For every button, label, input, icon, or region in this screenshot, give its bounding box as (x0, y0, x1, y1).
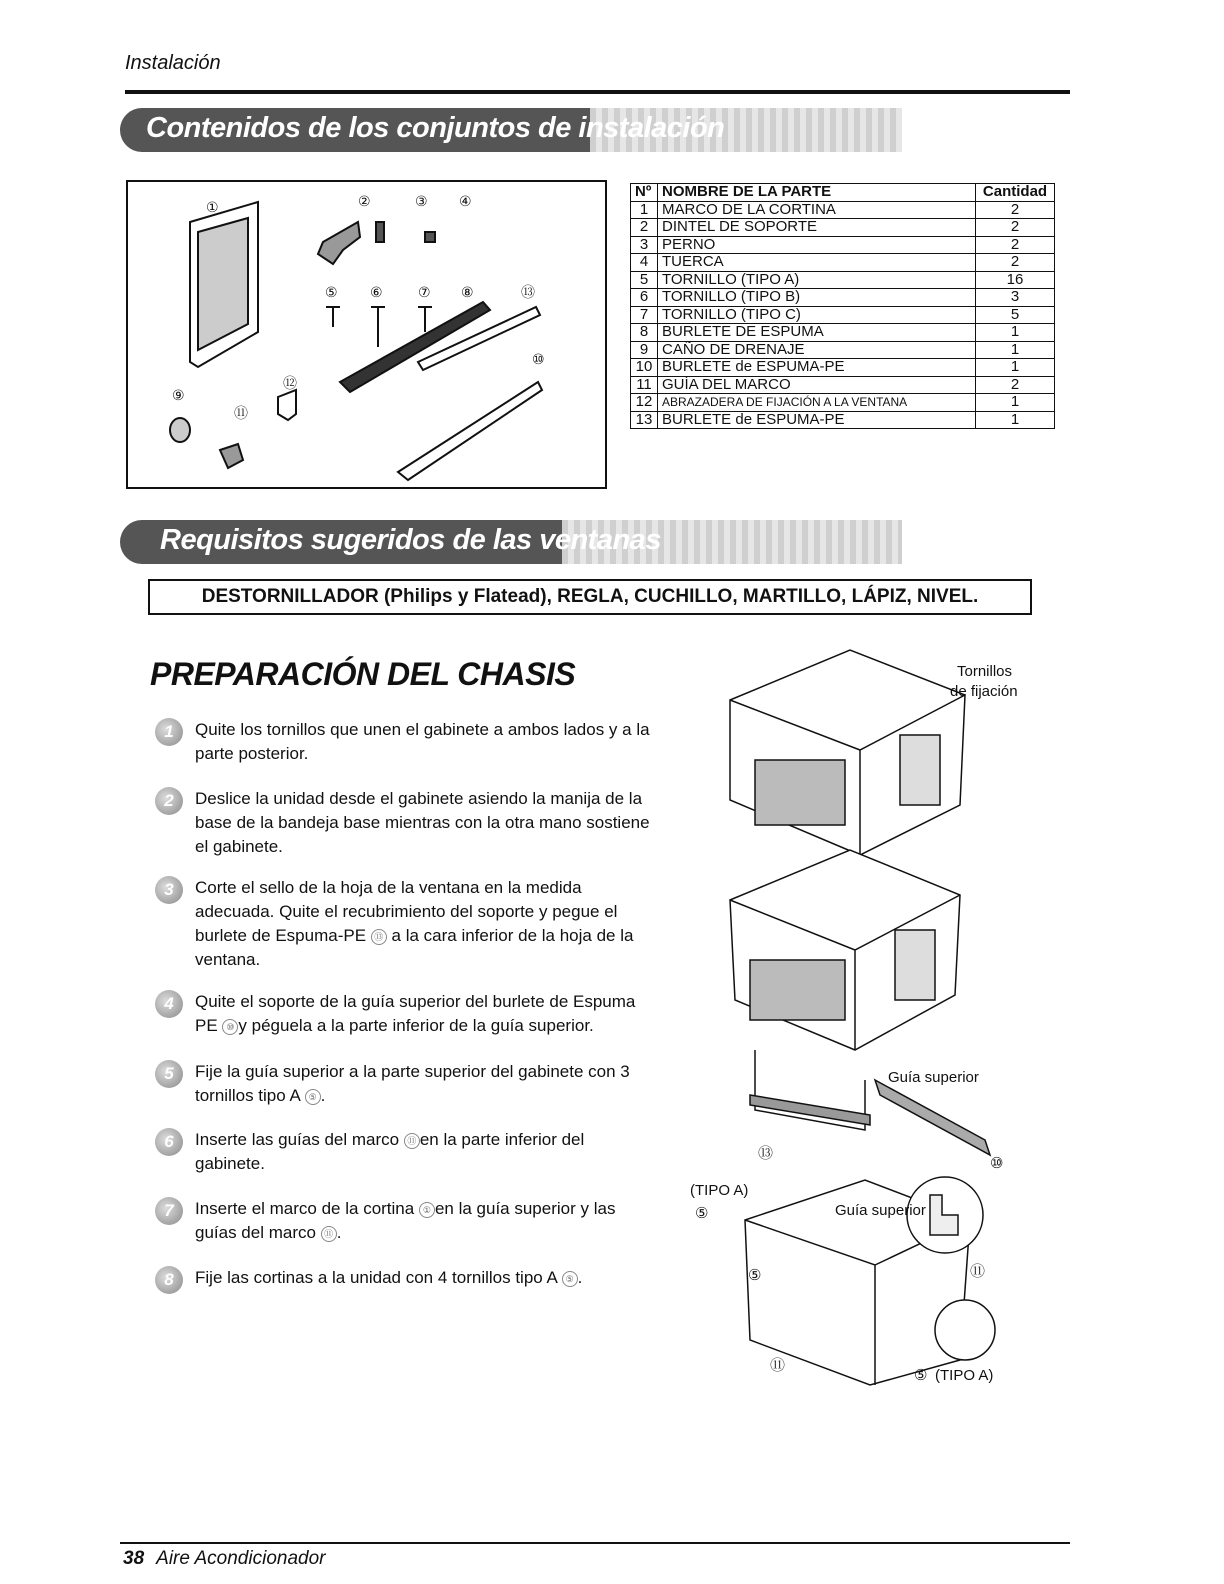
step-text: tornillos tipo A (195, 1086, 300, 1105)
part-ref-5: ⑤ (305, 1089, 321, 1105)
row-name: TORNILLO (TIPO B) (658, 289, 976, 307)
row-number: 2 (631, 219, 658, 237)
step-number: 5 (155, 1060, 183, 1088)
label-screws-1: Tornillos (957, 663, 1013, 680)
footer (123, 1548, 325, 1570)
step-number: 8 (155, 1266, 183, 1294)
row-name: DINTEL DE SOPORTE (658, 219, 976, 237)
step-text: Deslice la unidad desde el gabinete asiendo la manija de la (195, 789, 643, 808)
drain-cap-shape (170, 418, 190, 442)
row-name: BURLETE DE ESPUMA (658, 324, 976, 342)
row-name: PERNO (658, 236, 976, 254)
step-text: a la cara inferior de la hoja de la (391, 926, 634, 945)
row-qty: 2 (976, 376, 1055, 394)
row-name: GUÍA DEL MARCO (658, 376, 976, 394)
part-ref-5: ⑤ (562, 1271, 578, 1287)
step-number: 2 (155, 787, 183, 815)
step-text: el gabinete. (195, 837, 283, 856)
step-8 (155, 1266, 690, 1290)
table-row (631, 359, 1055, 377)
step-text: base de la bandeja base mientras con la otra mano sostiene (195, 813, 650, 832)
step-text: en la guía superior y las (434, 1199, 616, 1218)
row-qty: 2 (976, 236, 1055, 254)
label-c13: ⑬ (758, 1145, 774, 1162)
callout-11: ⑪ (234, 406, 248, 422)
row-number: 3 (631, 236, 658, 254)
step-5 (155, 1060, 690, 1108)
row-number: 13 (631, 411, 658, 429)
row-name: CAÑO DE DRENAJE (658, 341, 976, 359)
col-quantity: Cantidad (976, 184, 1055, 202)
label-screws-2: de fijación (950, 683, 1018, 700)
label-c5: ⑤ (695, 1205, 709, 1222)
table-row (631, 289, 1055, 307)
row-name: TORNILLO (TIPO C) (658, 306, 976, 324)
part-ref-10: ⑩ (222, 1019, 238, 1035)
parts-table-header (631, 184, 1055, 202)
callout-7: ⑦ (418, 285, 431, 301)
screw-b-shape (371, 307, 385, 347)
row-name: MARCO DE LA CORTINA (658, 201, 976, 219)
step-text: adecuada. Quite el recubrimiento del soporte y pegue el (195, 902, 618, 921)
lintel-shape (318, 222, 360, 264)
step-text: guías del marco (195, 1223, 316, 1242)
step-text: burlete de Espuma-PE (195, 926, 367, 945)
footer-rule (120, 1542, 1070, 1544)
row-number: 12 (631, 394, 658, 412)
table-row (631, 376, 1055, 394)
screw-a-shape (326, 307, 340, 327)
callout-9: ⑨ (172, 388, 185, 404)
parts-table (630, 183, 1055, 429)
row-name: BURLETE de ESPUMA-PE (658, 359, 976, 377)
step-number: 7 (155, 1197, 183, 1225)
step-2 (155, 787, 690, 859)
page-number: 38 (123, 1548, 145, 1569)
row-qty: 16 (976, 271, 1055, 289)
row-qty: 2 (976, 201, 1055, 219)
parts-illustration (126, 180, 607, 489)
callout-6: ⑥ (370, 285, 383, 301)
row-number: 6 (631, 289, 658, 307)
callout-1: ① (206, 200, 219, 216)
label-type-a: (TIPO A) (690, 1182, 749, 1199)
callout-3: ③ (415, 194, 428, 210)
bolt-shape (376, 222, 384, 242)
row-number: 5 (631, 271, 658, 289)
screw-c-shape (418, 307, 432, 332)
header-rule (125, 90, 1070, 94)
label-c5c: ⑤ (914, 1367, 928, 1384)
callout-10: ⑩ (532, 352, 545, 368)
table-row (631, 306, 1055, 324)
step-text: parte posterior. (195, 744, 309, 763)
callout-12: ⑫ (283, 376, 297, 392)
window-requirements-banner (120, 520, 902, 564)
row-qty: 5 (976, 306, 1055, 324)
step-text: Corte el sello de la hoja de la ventana en la medida (195, 878, 582, 897)
step-text: Fije las cortinas a la unidad con 4 tornillos tipo A (195, 1268, 557, 1287)
col-name: NOMBRE DE LA PARTE (658, 184, 976, 202)
window-requirements-heading: Requisitos sugeridos de las ventanas (160, 524, 661, 556)
step-7 (155, 1197, 690, 1245)
top-guide-shape (875, 1080, 990, 1155)
step-text: . (320, 1086, 326, 1105)
callout-5: ⑤ (325, 285, 338, 301)
label-type-a-2: (TIPO A) (935, 1367, 994, 1384)
step-text: Inserte el marco de la cortina (195, 1199, 415, 1218)
step-number: 6 (155, 1128, 183, 1156)
label-c11: ⑪ (970, 1263, 986, 1280)
row-name: ABRAZADERA DE FIJACIÓN A LA VENTANA (658, 394, 976, 412)
step-text: y péguela a la parte inferior de la guía superior. (238, 1016, 594, 1035)
kit-contents-banner (120, 108, 902, 152)
parts-drawing (128, 182, 605, 487)
step-text: gabinete. (195, 1154, 265, 1173)
table-row (631, 271, 1055, 289)
step-text: . (577, 1268, 583, 1287)
label-c10: ⑩ (990, 1155, 1004, 1172)
callout-2: ② (358, 194, 371, 210)
row-name: BURLETE de ESPUMA-PE (658, 411, 976, 429)
row-number: 10 (631, 359, 658, 377)
kit-contents-heading: Contenidos de los conjuntos de instalación (146, 112, 725, 144)
row-qty: 1 (976, 359, 1055, 377)
part-ref-11: ⑪ (321, 1226, 337, 1242)
step-text: Quite el soporte de la guía superior del burlete de Espuma (195, 992, 636, 1011)
table-row (631, 236, 1055, 254)
step-text: Fije la guía superior a la parte superior del gabinete con 3 (195, 1062, 630, 1081)
label-top-guide-2: Guía superior (835, 1202, 926, 1219)
clamp-shape (278, 390, 296, 420)
table-row (631, 254, 1055, 272)
step-number: 4 (155, 990, 183, 1018)
step-text: Quite los tornillos que unen el gabinete a ambos lados y a la (195, 720, 650, 739)
step-6 (155, 1128, 690, 1176)
row-qty: 1 (976, 411, 1055, 429)
foam-strip-10 (398, 382, 542, 480)
col-number: Nº (631, 184, 658, 202)
callout-4: ④ (459, 194, 472, 210)
row-number: 7 (631, 306, 658, 324)
step-text: Inserte las guías del marco (195, 1130, 400, 1149)
step-text: PE (195, 1016, 218, 1035)
table-row (631, 324, 1055, 342)
row-number: 4 (631, 254, 658, 272)
label-top-guide: Guía superior (888, 1069, 979, 1086)
section-label: Instalación (125, 52, 221, 74)
row-qty: 3 (976, 289, 1055, 307)
row-qty: 1 (976, 324, 1055, 342)
row-number: 11 (631, 376, 658, 394)
callout-8: ⑧ (461, 285, 474, 301)
row-qty: 1 (976, 394, 1055, 412)
label-c11b: ⑪ (770, 1357, 786, 1374)
frame-guide-shape (220, 444, 243, 468)
table-row (631, 394, 1055, 412)
part-ref-1: ① (419, 1202, 435, 1218)
row-number: 8 (631, 324, 658, 342)
callout-13: ⑬ (521, 285, 535, 301)
table-row (631, 201, 1055, 219)
step-1 (155, 718, 690, 766)
step-3 (155, 876, 690, 972)
row-qty: 2 (976, 254, 1055, 272)
table-row (631, 341, 1055, 359)
label-c5b: ⑤ (748, 1267, 762, 1284)
part-ref-13: ⑬ (371, 929, 387, 945)
step-text: en la parte inferior del (419, 1130, 585, 1149)
step-text: . (336, 1223, 342, 1242)
step-number: 3 (155, 876, 183, 904)
tools-list: DESTORNILLADOR (Philips y Flatead), REGLA, CUCHILLO, MARTILLO, LÁPIZ, NIVEL. (148, 579, 1032, 615)
row-number: 9 (631, 341, 658, 359)
part-ref-11: ⑪ (404, 1133, 420, 1149)
row-qty: 2 (976, 219, 1055, 237)
row-qty: 1 (976, 341, 1055, 359)
row-name: TORNILLO (TIPO A) (658, 271, 976, 289)
step-text: ventana. (195, 950, 261, 969)
table-row (631, 411, 1055, 429)
nut-shape (425, 232, 435, 242)
step-number: 1 (155, 718, 183, 746)
row-name: TUERCA (658, 254, 976, 272)
assembly-illustration (690, 640, 1050, 1400)
step-4 (155, 990, 690, 1038)
footer-title: Aire Acondicionador (156, 1548, 326, 1569)
row-number: 1 (631, 201, 658, 219)
table-row (631, 219, 1055, 237)
chassis-title: PREPARACIÓN DEL CHASIS (150, 656, 576, 692)
